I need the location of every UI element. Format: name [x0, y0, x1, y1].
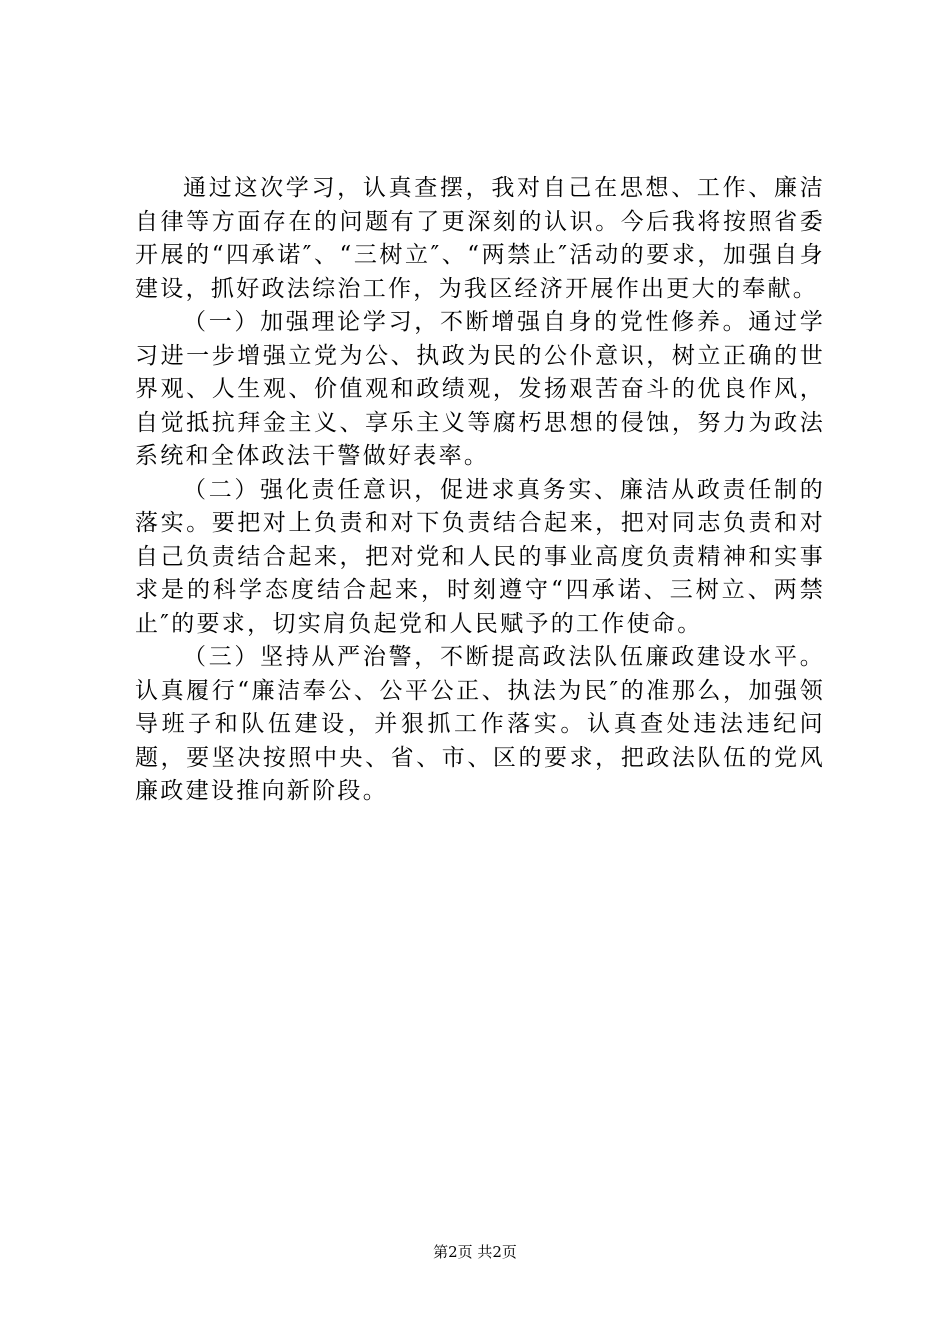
paragraph-intro: 通过这次学习，认真查摆，我对自己在思想、工作、廉洁自律等方面存在的问题有了更深刻的认识。今后我将按照省委开展的“四承诺″、“三树立″、“两禁止″活动的要求，加强自身建设，抓好政法综治工作，为我区经济开展作出更大的奉献。 [135, 175, 825, 302]
paragraph-responsibility: （二）强化责任意识，促进求真务实、廉洁从政责任制的落实。要把对上负责和对下负责结合起来，把对同志负责和对自己负责结合起来，把对党和人民的事业高度负责精神和实事求是的科学态度结合起来，时刻遵守“四承诺、三树立、两禁止″的要求，切实肩负起党和人民赋予的工作使命。 [135, 476, 825, 637]
paragraph-theory-study: （一）加强理论学习，不断增强自身的党性修养。通过学习进一步增强立党为公、执政为民的公仆意识，树立正确的世界观、人生观、价值观和政绩观，发扬艰苦奋斗的优良作风，自觉抵抗拜金主义、享乐主义等腐朽思想的侵蚀，努力为政法系统和全体政法干警做好表率。 [135, 309, 825, 469]
page-number-footer: 第2页 共2页 [433, 1243, 517, 1261]
paragraph-strict-discipline: （三）坚持从严治警，不断提高政法队伍廉政建设水平。认真履行“廉洁奉公、公平公正、执法为民″的准那么，加强领导班子和队伍建设，并狠抓工作落实。认真查处违法违纪问题，要坚决按照中央、省、市、区的要求，把政法队伍的党风廉政建设推向新阶段。 [135, 644, 825, 804]
document-body [135, 172, 825, 809]
